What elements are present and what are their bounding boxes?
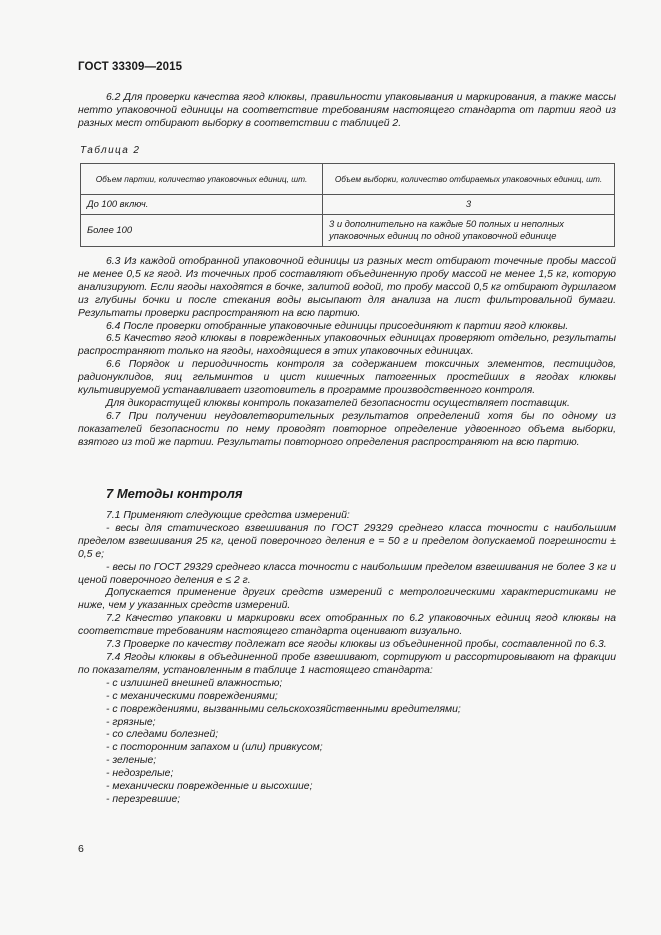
table-caption: Таблица 2 — [80, 145, 141, 156]
section-title: 7 Методы контроля — [106, 486, 243, 501]
paragraph-6-5: 6.5 Качество ягод клюквы в поврежденных упаковочных единицах проверяют отдельно, результаты распространяют только на ягоды, находящиеся в этих упаковочных единицах. — [78, 333, 616, 358]
table-row — [81, 214, 615, 246]
paragraph-6-6-note: Для дикорастущей клюквы контроль показателей безопасности осуществляет поставщик. — [106, 397, 570, 409]
table-row — [81, 195, 615, 215]
paragraph-6-4: 6.4 После проверки отобранные упаковочные единицы присоединяют к партии ягод клюквы. — [106, 320, 569, 332]
list-item: - зеленые; — [106, 755, 157, 767]
paragraph-text: 6.2 Для проверки качества ягод клюквы, правильности упаковывания и маркирования, а также массы нетто упаковочной единицы на соответствие требованиям настоящего стандарта от партии ягод из разных мест отбирают выборку в соответствии с таблицей 2. — [78, 92, 616, 129]
list-item: - недозрелые; — [106, 768, 174, 780]
table-header-row — [81, 164, 615, 195]
instrument-item: - весы по ГОСТ 29329 среднего класса точности с наибольшим пределом взвешивания не более 3 кг и ценой поверочного деления е ≤ 2 г. — [78, 561, 616, 586]
paragraph-7-1-note: Допускается применение других средств измерений с метрологическими характеристиками не ниже, чем у указанных средств измерений. — [78, 587, 616, 612]
sample-size-table — [80, 163, 615, 247]
paragraph-6-7: 6.7 При получении неудовлетворительных результатов определений хотя бы по одному из показателей безопасности по нему проводят повторное определение удвоенного объема выборки, взятого из той же партии. Результаты повторного определения распространяют на всю партию. — [78, 410, 616, 448]
table-cell: Более 100 — [81, 214, 323, 246]
list-item: - со следами болезней; — [106, 729, 219, 741]
section-7-body — [78, 510, 616, 807]
paragraph-6-3: 6.3 Из каждой отобранной упаковочной единицы из разных мест отбирают точечные пробы массой не менее 0,5 кг ягод. Из точечных проб составляют объединенную пробу массой не менее 1,5 кг, которую анализируют. Если ягоды находятся в бочке, залитой водой, то пробу массой 0,5 кг отбирают дуршлагом из глубины бочки и после стекания воды высыпают для анализа на лист фильтровальной бумаги. Результаты проверки распространяют на всю партию. — [78, 256, 616, 319]
list-item: - с механическими повреждениями; — [106, 690, 278, 702]
paragraph-7-1: 7.1 Применяют следующие средства измерений: — [106, 510, 350, 521]
paragraph-6-6: 6.6 Порядок и периодичность контроля за содержанием токсичных элементов, пестицидов, радионуклидов, яиц гельминтов и цист кишечных патогенных простейших в ягодах клюквы культивируемой устанавливает изготовитель в программе производственного контроля. — [78, 359, 616, 397]
table-cell: До 100 включ. — [81, 195, 323, 215]
table-header-cell: Объем партии, количество упаковочных единиц, шт. — [81, 164, 323, 195]
list-item: - грязные; — [106, 716, 156, 728]
paragraph-7-4: 7.4 Ягоды клюквы в объединенной пробе взвешивают, сортируют и рассортировывают на фракции по показателям, установленным в таблице 1 настоящего стандарта: — [78, 651, 616, 676]
table-header-cell: Объем выборки, количество отбираемых упаковочных единиц, шт. — [323, 164, 615, 195]
list-item: - с повреждениями, вызванными сельскохозяйственными вредителями; — [106, 703, 461, 715]
table-cell: 3 и дополнительно на каждые 50 полных и неполных упаковочных единиц по одной упаковочной единице — [323, 214, 615, 246]
paragraph-6-2 — [78, 92, 616, 131]
list-item: - перезревшие; — [106, 793, 181, 805]
list-item: - с посторонним запахом и (или) привкусом; — [106, 742, 323, 754]
list-item: - механически поврежденные и высохшие; — [106, 781, 313, 793]
paragraph-7-3: 7.3 Проверке по качеству подлежат все ягоды клюквы из объединенной пробы, составленной по 6.3. — [106, 639, 607, 651]
instrument-item: - весы для статического взвешивания по ГОСТ 29329 среднего класса точности с наибольшим пределом взвешивания 25 кг, ценой поверочного деления е = 50 г и пределом допускаемой погрешности ± 0,5 е; — [78, 522, 616, 560]
paragraph-7-2: 7.2 Качество упаковки и маркировки всех отобранных по 6.2 упаковочных единиц ягод клюквы на соответствие требованиям настоящего стандарта оценивают визуально. — [78, 613, 616, 638]
standard-header: ГОСТ 33309—2015 — [78, 61, 183, 73]
page-number: 6 — [78, 843, 84, 855]
list-item: - с излишней внешней влажностью; — [106, 677, 283, 689]
paragraphs-6-3-to-6-7 — [78, 256, 616, 450]
table-cell: 3 — [323, 195, 615, 215]
